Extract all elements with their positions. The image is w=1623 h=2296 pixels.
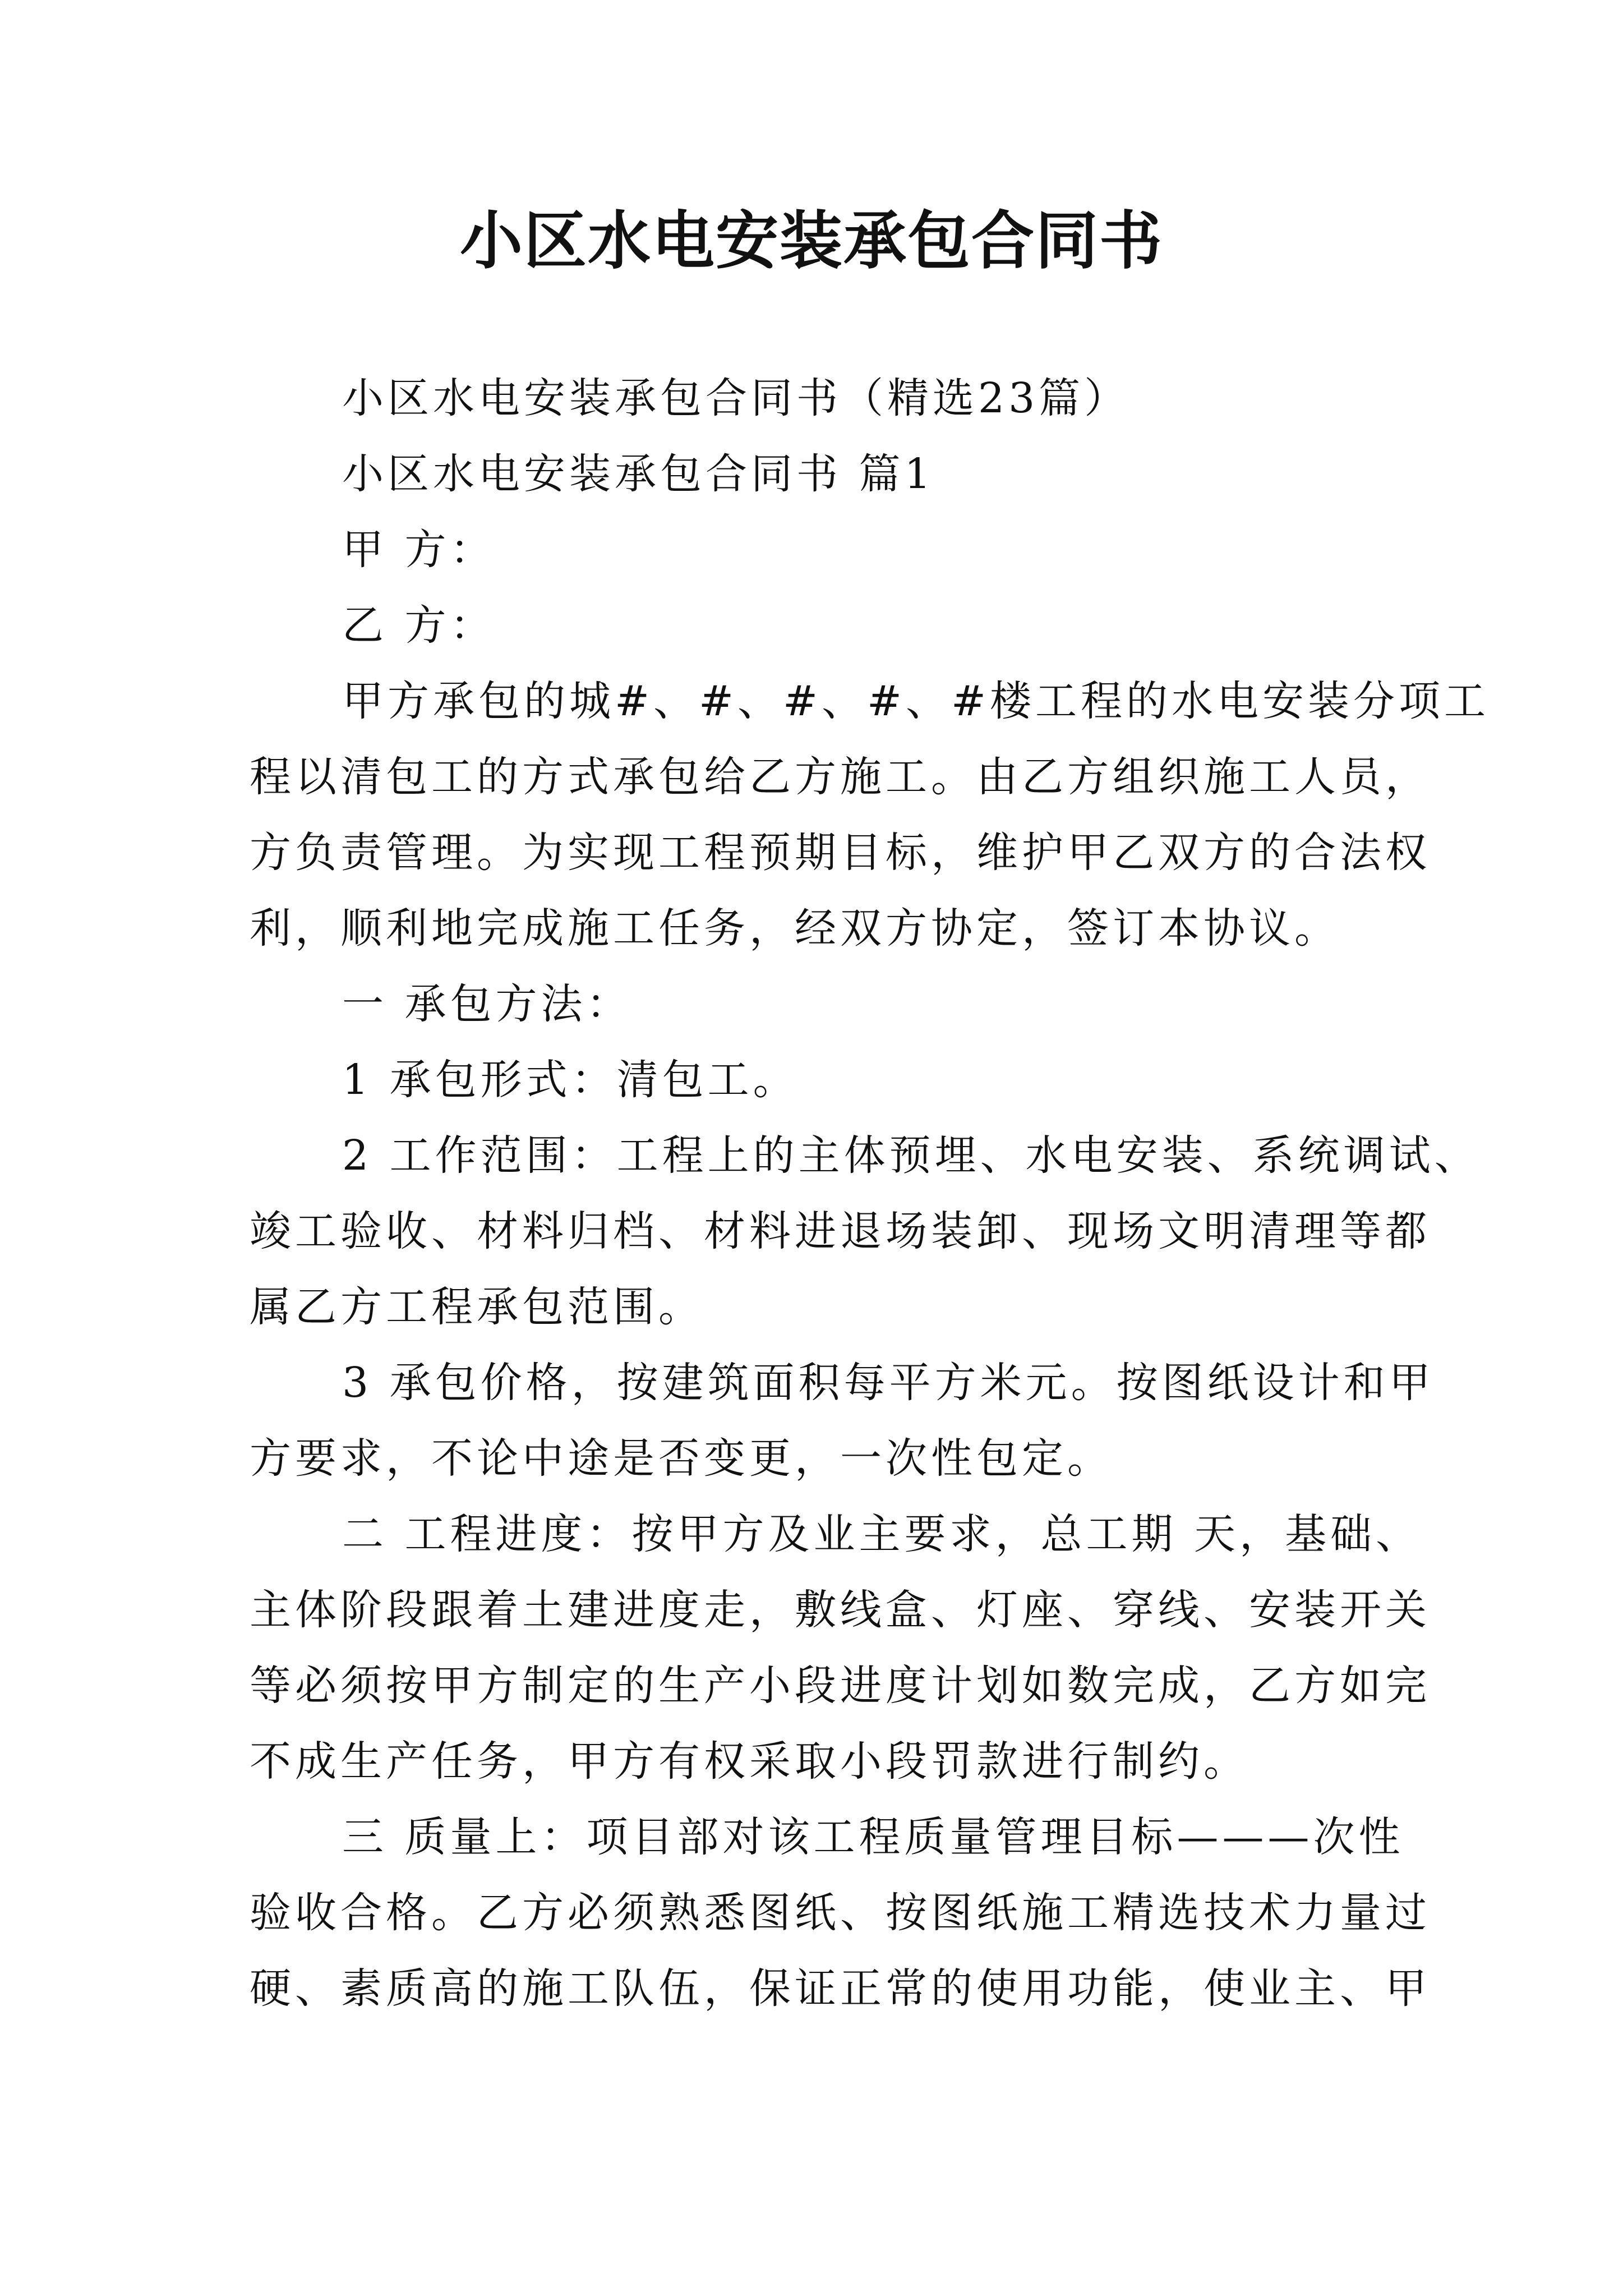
doc-line-body: 竣工验收、材料归档、材料进退场装卸、现场文明清理等都 bbox=[250, 1207, 1431, 1255]
doc-line-item-1: 1 承包形式：清包工。 bbox=[342, 1056, 799, 1104]
doc-line-body: 硬、素质高的施工队伍，保证正常的使用功能，使业主、甲 bbox=[250, 1964, 1431, 2013]
document-title: 小区水电安装承包合同书 bbox=[460, 204, 1163, 278]
doc-line-item-2: 2 工作范围：工程上的主体预埋、水电安装、系统调试、 bbox=[342, 1131, 1480, 1180]
doc-line-body: 甲方承包的城#、#、#、#、#楼工程的水电安装分项工 bbox=[342, 677, 1490, 725]
doc-line-party-b: 乙 方： bbox=[342, 601, 496, 650]
doc-line-body: 方要求，不论中途是否变更，一次性包定。 bbox=[250, 1434, 1113, 1483]
doc-line-body: 属乙方工程承包范围。 bbox=[250, 1283, 704, 1331]
doc-line-body: 程以清包工的方式承包给乙方施工。由乙方组织施工人员， bbox=[250, 753, 1431, 801]
doc-line-body: 验收合格。乙方必须熟悉图纸、按图纸施工精选技术力量过 bbox=[250, 1889, 1431, 1937]
doc-line-body: 方负责管理。为实现工程预期目标，维护甲乙双方的合法权 bbox=[250, 829, 1431, 877]
doc-line-party-a: 甲 方： bbox=[342, 526, 496, 574]
doc-line-body: 等必须按甲方制定的生产小段进度计划如数完成，乙方如完 bbox=[250, 1662, 1431, 1710]
doc-line-body: 利，顺利地完成施工任务，经双方协定，签订本协议。 bbox=[250, 904, 1340, 953]
doc-line-heading-3: 三 质量上：项目部对该工程质量管理目标———次性 bbox=[342, 1813, 1404, 1861]
doc-line-body: 不成生产任务，甲方有权采取小段罚款进行制约。 bbox=[250, 1737, 1249, 1786]
doc-line-subtitle: 小区水电安装承包合同书（精选23篇） bbox=[342, 374, 1130, 422]
doc-line-body: 主体阶段跟着土建进度走，敷线盒、灯座、穿线、安装开关 bbox=[250, 1586, 1431, 1634]
doc-line-heading-2: 二 工程进度：按甲方及业主要求，总工期 天，基础、 bbox=[342, 1510, 1422, 1558]
doc-line-heading-1: 一 承包方法： bbox=[342, 980, 632, 1028]
doc-line-item-3: 3 承包价格，按建筑面积每平方米元。按图纸设计和甲 bbox=[342, 1359, 1435, 1407]
doc-line-section-heading: 小区水电安装承包合同书 篇1 bbox=[342, 450, 935, 498]
